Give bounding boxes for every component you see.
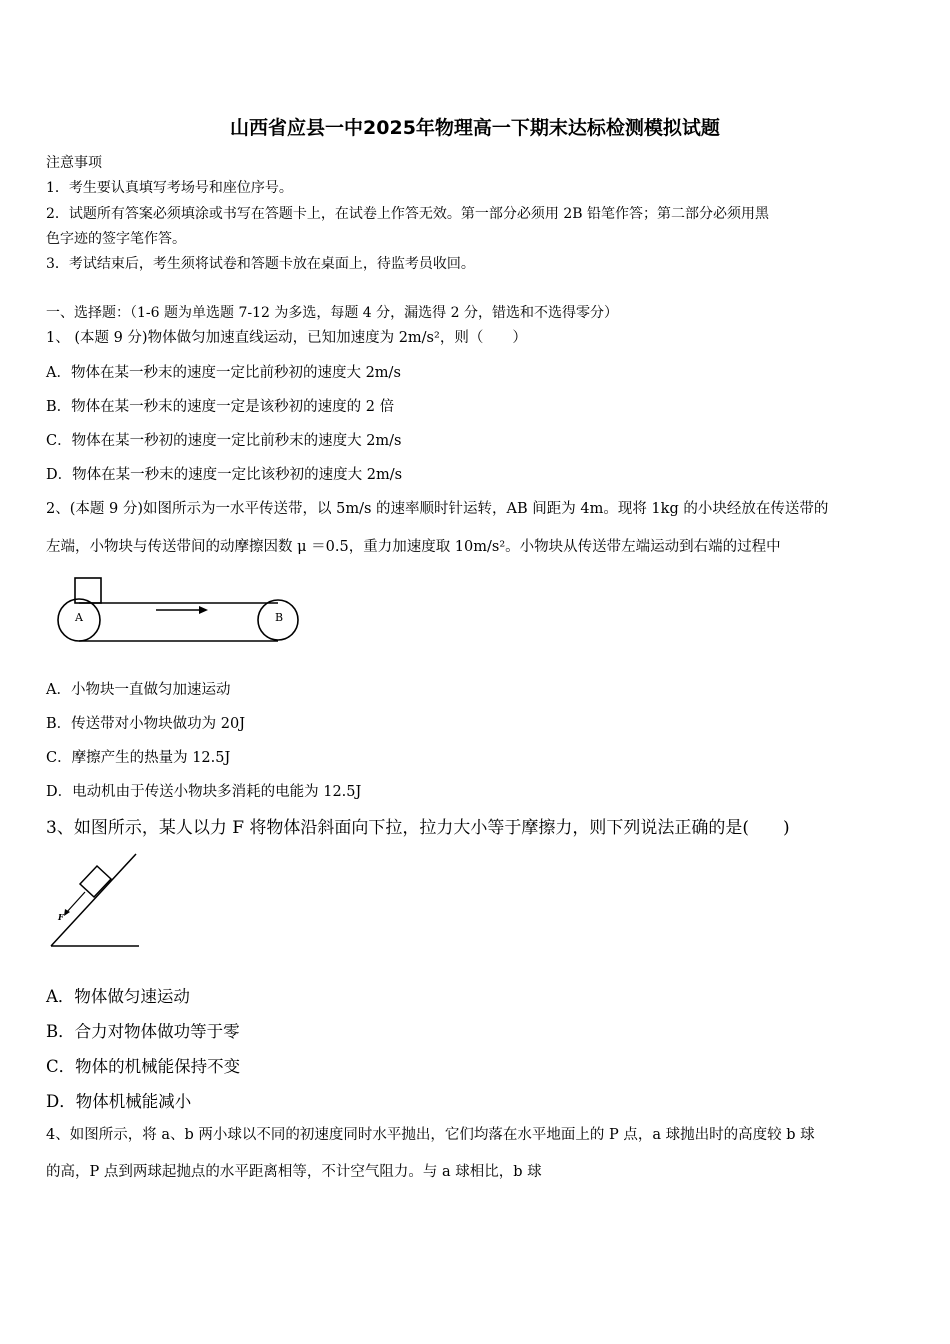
slope [51, 854, 136, 946]
question-2-option-a: A．小物块一直做匀加速运动 [46, 682, 231, 698]
force-arrow-icon [66, 892, 85, 913]
notice-item: 2．试题所有答案必须填涂或书写在答题卡上，在试卷上作答无效。第一部分必须用 2B 铅笔作答；第二部分必须用黑 [46, 206, 769, 222]
question-3-option-d: D．物体机械能减小 [46, 1092, 192, 1111]
conveyor-belt-figure [52, 575, 304, 650]
notice-item: 3．考试结束后，考生须将试卷和答题卡放在桌面上，待监考员收回。 [46, 256, 475, 272]
question-3-option-a: A．物体做匀速运动 [46, 987, 190, 1006]
question-2-option-b: B．传送带对小物块做功为 20J [46, 716, 246, 732]
question-4-stem-line2: 的高，P 点到两球起抛点的水平距离相等，不计空气阻力。与 a 球相比，b 球 [46, 1164, 542, 1180]
question-2-stem-line2: 左端，小物块与传送带间的动摩擦因数 μ ＝0.5，重力加速度取 10m/s²。小物块从传送带左端运动到右端的过程中 [46, 539, 781, 555]
question-2-stem-line1: 2、(本题 9 分)如图所示为一水平传送带，以 5m/s 的速率顺时针运转，AB 间距为 4m。现将 1kg 的小块经放在传送带的 [46, 501, 829, 517]
question-1-option-a: A．物体在某一秒末的速度一定比前秒初的速度大 2m/s [46, 365, 401, 381]
question-3-option-c: C．物体的机械能保持不变 [46, 1057, 241, 1076]
question-1-stem: 1、 (本题 9 分)物体做匀加速直线运动，已知加速度为 2m/s²，则（ ） [46, 330, 527, 346]
notice-item: 1．考生要认真填写考场号和座位序号。 [46, 180, 293, 196]
notice-heading: 注意事项 [46, 155, 102, 171]
question-3-option-b: B．合力对物体做功等于零 [46, 1022, 240, 1041]
label-f: F [58, 912, 64, 922]
notice-item: 色字迹的签字笔作答。 [46, 231, 186, 247]
question-1-option-d: D．物体在某一秒末的速度一定比该秒初的速度大 2m/s [46, 467, 403, 483]
incline-figure [44, 850, 144, 950]
question-1-option-c: C．物体在某一秒初的速度一定比前秒末的速度大 2m/s [46, 433, 402, 449]
question-2-option-d: D．电动机由于传送小物块多消耗的电能为 12.5J [46, 784, 362, 800]
section-heading: 一、选择题：（1-6 题为单选题 7-12 为多选，每题 4 分，漏选得 2 分，错选和不选得零分） [46, 305, 618, 321]
question-2-option-c: C．摩擦产生的热量为 12.5J [46, 750, 231, 766]
question-3-stem: 3、如图所示，某人以力 F 将物体沿斜面向下拉，拉力大小等于摩擦力，则下列说法正确的是( ) [46, 818, 790, 838]
question-1-option-b: B．物体在某一秒末的速度一定是该秒初的速度的 2 倍 [46, 399, 395, 415]
label-a: A [75, 611, 83, 624]
question-4-stem-line1: 4、如图所示，将 a、b 两小球以不同的初速度同时水平抛出，它们均落在水平地面上的 P 点，a 球抛出时的高度较 b 球 [46, 1127, 815, 1143]
label-b: B [274, 611, 284, 624]
page-title: 山西省应县一中2025年物理高一下期末达标检测模拟试题 [230, 117, 720, 139]
